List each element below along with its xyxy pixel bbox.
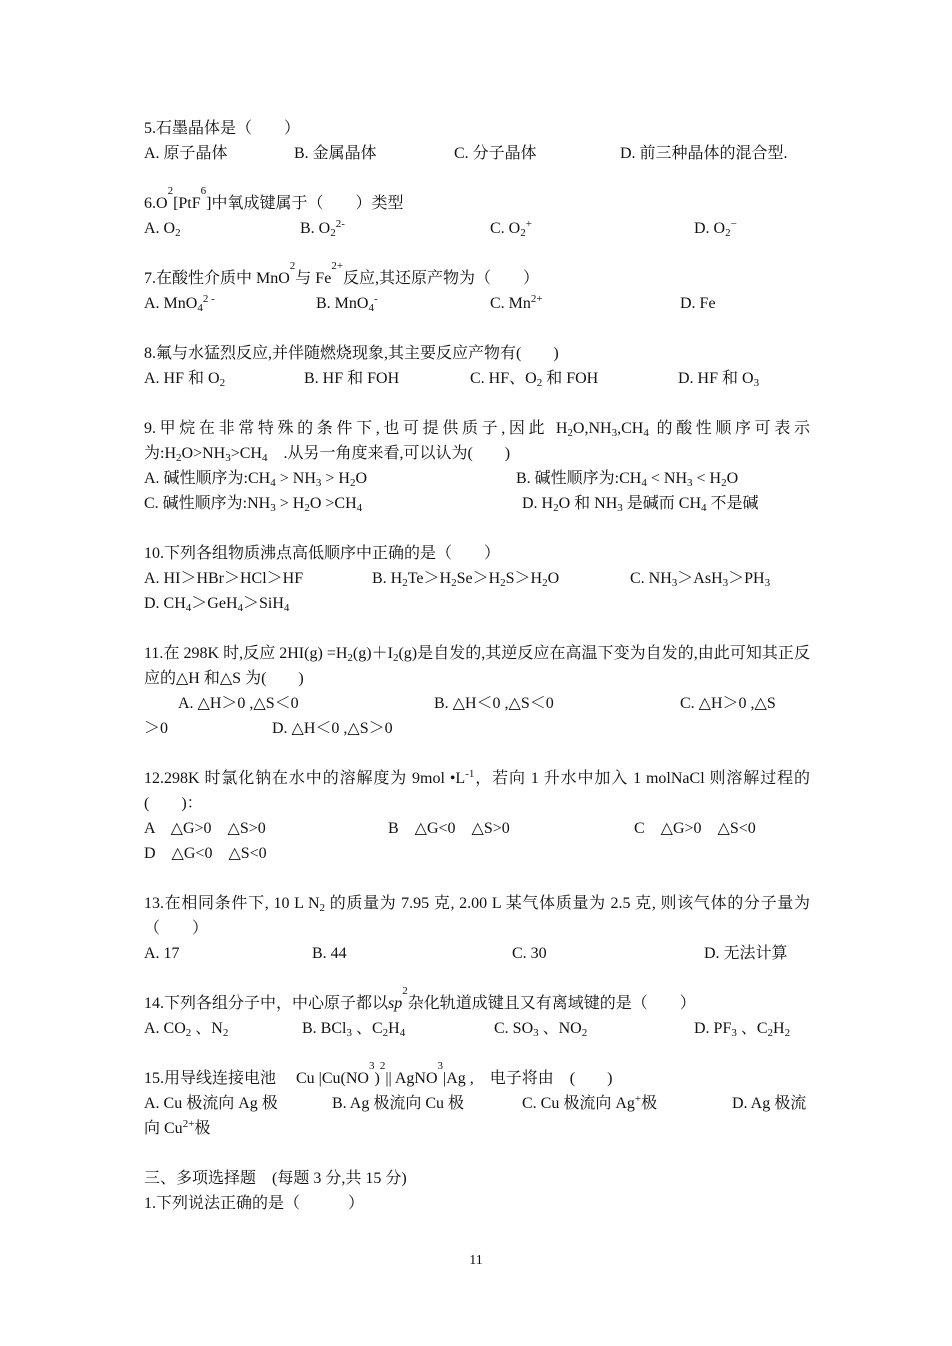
- option-c: C. HF、$O_2$ 和 FOH: [470, 370, 599, 389]
- question-stem: 10.下列各组物质沸点高低顺序中正确的是（ ）: [144, 545, 501, 562]
- option-d: D. △H＜0 ,△S＞0: [272, 720, 393, 737]
- options-row: [144, 566, 810, 591]
- question-stem: 8.氟与水猛烈反应,并伴随燃烧现象,其主要反应产物有( ): [144, 345, 559, 362]
- question-stem: 15.用导线连接电池 Cu |Cu(NO 3 ) 2 || AgNO 3 |Ag , 电子将由 ( ): [144, 1060, 613, 1087]
- option-c: C. $SO_3$ 、$NO_2$: [494, 1020, 588, 1039]
- option-d: D. Ag 极流: [732, 1095, 807, 1112]
- question-6: [144, 185, 810, 241]
- option-c: C. $O_2^+$: [490, 218, 532, 239]
- question-10: [144, 541, 810, 616]
- exam-page: [144, 116, 810, 1216]
- option-c: C. 碱性顺序为$:NH_3 > H_2O >CH_4$: [144, 495, 363, 514]
- option-b: B. $H_2Te>H_2Se>H_2S>H_2O$: [372, 570, 560, 589]
- option-a: A. △H＞0 ,△S＜0: [178, 695, 299, 712]
- option-a: A. $CO_2$ 、$N_2$: [144, 1020, 229, 1039]
- option-d: D. $PF_3$ 、$C_2H_2$: [694, 1020, 791, 1039]
- question-stem: 14.下列各组分子中，中心原子都以 sp 2 杂化轨道成键且又有离域键的是（ ）: [144, 985, 696, 1012]
- option-d: D. 前三种晶体的混合型.: [620, 145, 788, 162]
- question-12: [144, 766, 810, 866]
- option-a: A. HF 和 $O_2$: [144, 370, 226, 389]
- options-row: [144, 291, 810, 316]
- option-d: D. $H_2O$ 和 $NH_3$ 是碱而 $CH_4$ 不是碱: [522, 495, 759, 514]
- options-row: [144, 591, 810, 616]
- option-b: B △G<0 △S>0: [388, 820, 510, 837]
- question-stem: [144, 185, 810, 216]
- stem-text: ]中氧成键属于（ ）类型: [206, 195, 404, 212]
- options-row: [144, 1116, 810, 1141]
- question-stem: 13.在相同条件下, 10 L $N_2$ 的质量为 7.95 克, 2.00 L 某气体质量为 2.5 克, 则该气体的分子量为（ ）: [144, 895, 810, 937]
- options-row: [144, 491, 810, 516]
- option-b: B. 44: [312, 945, 347, 962]
- stem-text: [PtF: [173, 195, 201, 212]
- question-5: [144, 116, 810, 166]
- option-d: D. Fe: [680, 295, 716, 312]
- options-row: [144, 941, 810, 966]
- section-title: 三、多项选择题 (每题 3 分,共 15 分): [144, 1170, 407, 1187]
- option-b: B. 金属晶体: [294, 145, 377, 162]
- question-stem: 7.在酸性介质中 MnO 2 与 Fe 2+ 反应,其还原产物为（ ）: [144, 260, 540, 287]
- option-b: B. HF 和 FOH: [304, 370, 400, 387]
- option-c: C. $NH_3>AsH_3>PH_3$: [630, 570, 771, 589]
- option-a: A △G>0 △S>0: [144, 820, 266, 837]
- option-d: D. HF 和 $O_3$: [678, 370, 760, 389]
- section-3: [144, 1166, 810, 1216]
- option-c: C. 分子晶体: [454, 145, 537, 162]
- options-row: [144, 141, 810, 166]
- option-b: B. 碱性顺序为$:CH_4 < NH_3 < H_2O$: [516, 470, 739, 489]
- stem-text: 5.石墨晶体是（ ）: [144, 120, 301, 137]
- option-d: D. 无法计算: [704, 945, 788, 962]
- question-11: [144, 641, 810, 741]
- stem-text: 6.O: [144, 195, 168, 212]
- question-14: [144, 985, 810, 1041]
- option-c-continued: ＞0: [144, 720, 169, 737]
- option-a: A. $O_2$: [144, 220, 181, 239]
- options-row: [144, 816, 810, 841]
- question-stem: 11.在 298K 时,反应 $2HI(g) =H_2(g)+I_2(g)$是自发的,其逆反应在高温下变为自发的,由此可知其正反应的△H 和△S 为( ): [144, 645, 810, 687]
- options-row: [144, 1016, 810, 1041]
- question-9: [144, 416, 810, 516]
- options-row: [144, 691, 810, 716]
- question-stem: 9.甲烷在非常特殊的条件下,也可提供质子,因此 $H_2O,NH_3,CH_4$ 的酸性顺序可表示为$:H_2O>NH_3>CH_4$ .从另一角度来看,可以认为( ): [144, 420, 810, 464]
- option-c: C. △H＞0 ,△S: [680, 695, 776, 712]
- option-c: C. 30: [512, 945, 547, 962]
- option-d: D. $O_2^-$: [694, 218, 737, 239]
- option-c: C △G>0 △S<0: [634, 820, 756, 837]
- subscript: 6: [200, 185, 207, 197]
- question-13: [144, 891, 810, 966]
- options-row: [144, 716, 810, 741]
- question-stem: [144, 116, 810, 141]
- option-b: B. △H＜0 ,△S＜0: [434, 695, 554, 712]
- option-a: A. 原子晶体: [144, 145, 228, 162]
- option-c: C. $Mn^{2+}$: [490, 293, 543, 312]
- option-a: A. HI＞HBr＞HCl＞HF: [144, 570, 304, 587]
- option-b: B. BCl$_3$ 、$C_2H_4$: [302, 1020, 406, 1039]
- option-d: D. $CH_4>GeH_4>SiH_4$: [144, 595, 290, 614]
- option-b: B. $O_2^{2-}$: [300, 218, 345, 239]
- option-b: B. MnO$_4$-: [316, 293, 378, 314]
- question-stem: 12.298K 时氯化钠在水中的溶解度为 9mol $•L^{-1}$，若向 1 升水中加入 1 molNaCl 则溶解过程的( )：: [144, 768, 810, 812]
- question-15: [144, 1060, 810, 1141]
- option-a: A. MnO$_4^{2 -}$: [144, 293, 215, 314]
- question-8: [144, 341, 810, 391]
- option-d: D △G<0 △S<0: [144, 845, 267, 862]
- option-a: A. 17: [144, 945, 180, 962]
- options-row: [144, 466, 810, 491]
- options-row: [144, 1091, 810, 1116]
- option-a: A. 碱性顺序为$:CH_4 > NH_3 > H_2O$: [144, 470, 368, 489]
- subscript: 2: [167, 185, 174, 197]
- option-c: C. Cu 极流向 Ag+极: [522, 1093, 658, 1112]
- options-row: [144, 841, 810, 866]
- options-row: [144, 216, 810, 241]
- question-1: 1.下列说法正确的是（ ）: [144, 1195, 365, 1212]
- options-row: [144, 366, 810, 391]
- option-d-continued: 向 $Cu^{2+}$极: [144, 1118, 211, 1137]
- page-number: 11: [469, 1253, 483, 1268]
- question-7: [144, 260, 810, 316]
- option-b: B. Ag 极流向 Cu 极: [332, 1095, 465, 1112]
- option-a: A. Cu 极流向 Ag 极: [144, 1095, 278, 1112]
